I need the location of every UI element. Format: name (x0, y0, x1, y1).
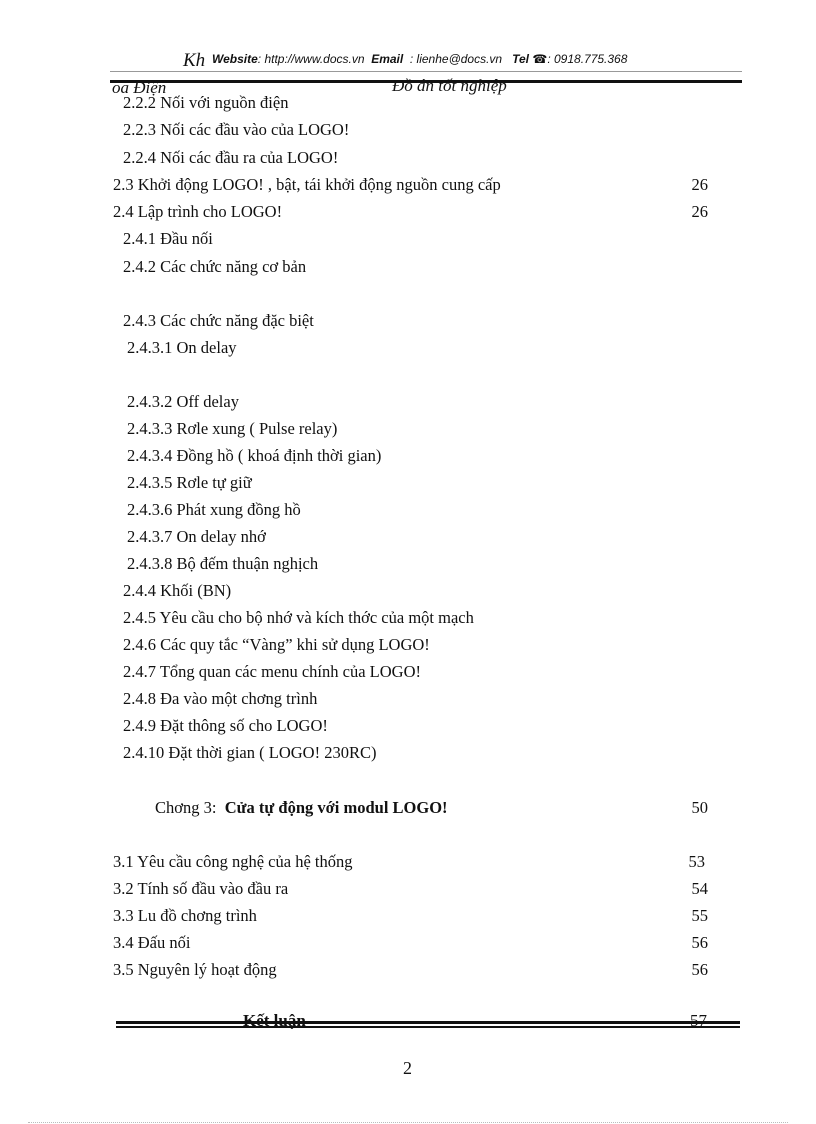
tel-label: Tel (512, 52, 530, 66)
chapter-label: Chơng 3: (155, 798, 217, 817)
website-value[interactable]: : http://www.docs.vn (257, 52, 365, 66)
toc-page-number: 54 (691, 879, 708, 898)
toc-entry[interactable]: 2.4.3.7 On delay nhớ (127, 527, 266, 546)
toc-entry[interactable]: 2.2.2 Nối với nguồn điện (123, 93, 289, 112)
tel-value: : 0918.775.368 (547, 52, 628, 66)
toc-page-number: 55 (691, 906, 708, 925)
toc-entry[interactable]: 3.3 Lu đồ chơng trình (113, 906, 257, 925)
toc-entry[interactable]: 2.3 Khởi động LOGO! , bật, tái khởi động nguồn cung cấp (113, 175, 501, 194)
email-label: Email (371, 52, 404, 66)
header-fragment-left: oa Điện (112, 78, 167, 97)
toc-entry[interactable]: 2.4.6 Các quy tắc “Vàng” khi sử dụng LOGO! (123, 635, 430, 654)
toc-entry[interactable]: 2.4.7 Tổng quan các menu chính của LOGO! (123, 662, 421, 681)
toc-entry[interactable]: 3.5 Nguyên lý hoạt động (113, 960, 277, 979)
email-value[interactable]: : lienhe@docs.vn (409, 52, 503, 66)
website-label: Website (212, 52, 258, 66)
toc-entry[interactable]: 2.4.5 Yêu cầu cho bộ nhớ và kích thớc của một mạch (123, 608, 474, 627)
toc-entry[interactable]: 2.4.3.1 On delay (127, 338, 237, 357)
toc-entry[interactable]: 2.4.3.3 Rơle xung ( Pulse relay) (127, 419, 338, 438)
toc-entry[interactable]: 3.1 Yêu cầu công nghệ của hệ thống (113, 852, 353, 871)
chapter-title: Cửa tự động với modul LOGO! (224, 798, 448, 817)
toc-entry[interactable]: 2.4.2 Các chức năng cơ bản (123, 257, 307, 276)
toc-entry[interactable]: 2.4.3.8 Bộ đếm thuận nghịch (127, 554, 319, 573)
toc-entry[interactable]: 2.4.3.4 Đồng hồ ( khoá định thời gian) (127, 446, 382, 465)
header-rule-thin (110, 71, 742, 72)
toc-entry[interactable]: 2.4.4 Khối (BN) (123, 581, 232, 600)
toc-page-number: 53 (688, 852, 705, 871)
header-fragment-right: Đồ án tốt nghiệp (392, 76, 507, 95)
toc-entry[interactable]: 2.4.9 Đặt thông số cho LOGO! (123, 716, 328, 735)
chapter-heading[interactable] (155, 798, 448, 818)
footer-rule-thin (116, 1026, 740, 1028)
toc-entry[interactable]: 2.4 Lập trình cho LOGO! (113, 202, 283, 221)
toc-entry[interactable]: 2.4.1 Đầu nối (123, 229, 213, 248)
header-right-clip (386, 76, 546, 95)
toc-entry[interactable]: 2.4.10 Đặt thời gian ( LOGO! 230RC) (123, 743, 377, 762)
toc-entry[interactable]: 2.4.3.5 Rơle tự giữ (127, 473, 252, 492)
toc-page-number: 56 (691, 933, 708, 952)
toc-entry[interactable]: 2.4.8 Đa vào một chơng trình (123, 689, 318, 708)
header-contact (212, 52, 627, 66)
page-number: 2 (403, 1058, 412, 1078)
toc-entry[interactable]: 3.2 Tính số đầu vào đầu ra (113, 879, 289, 898)
toc-page-number: 26 (691, 175, 708, 194)
toc-entry[interactable]: 3.4 Đấu nối (113, 933, 191, 952)
header-left-clip (108, 78, 188, 97)
toc-page-number: 56 (691, 960, 708, 979)
header-fragment-kh: Kh (183, 50, 206, 71)
toc-entry[interactable]: 2.4.3.6 Phát xung đồng hồ (127, 500, 301, 519)
toc-page-number: 26 (691, 202, 708, 221)
footer-rule-thick (116, 1021, 740, 1024)
toc-entry[interactable]: 2.4.3 Các chức năng đặc biệt (123, 311, 314, 330)
toc-entry[interactable]: 2.4.3.2 Off delay (127, 392, 239, 411)
phone-icon: ☎ (532, 52, 548, 66)
chapter-page-number: 50 (691, 798, 708, 817)
toc-entry[interactable]: 2.2.3 Nối các đầu vào của LOGO! (123, 120, 350, 139)
toc-entry[interactable]: 2.2.4 Nối các đầu ra của LOGO! (123, 148, 339, 167)
